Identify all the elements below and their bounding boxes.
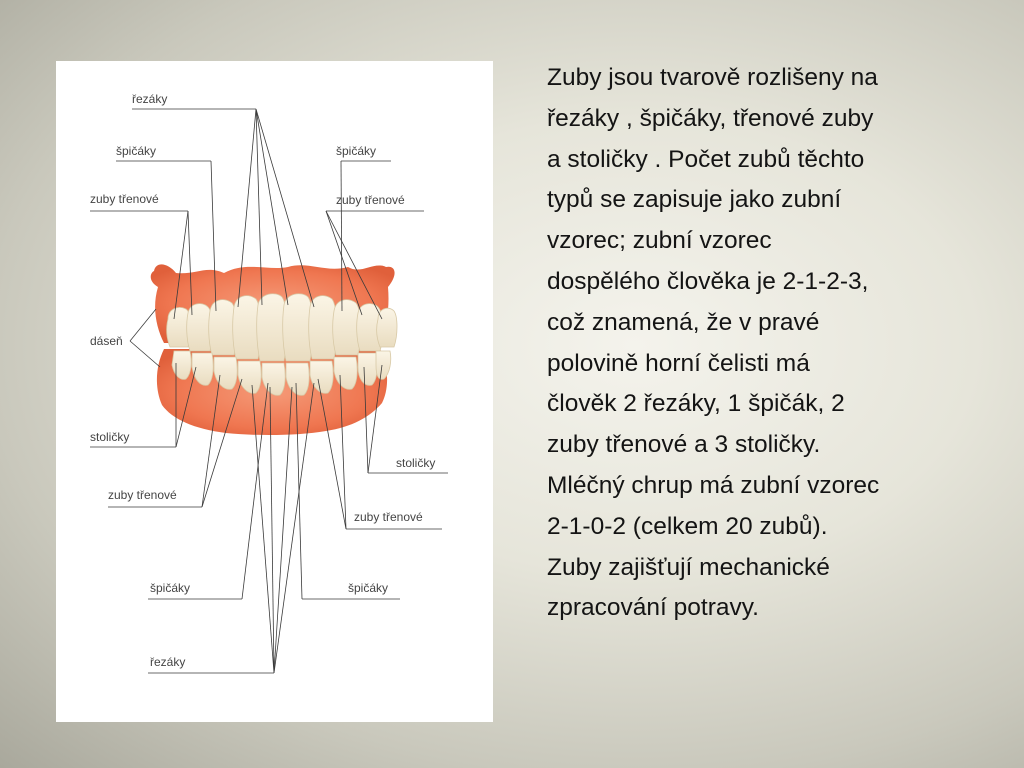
label-upper-canines-right: špičáky <box>336 144 377 158</box>
body-text-line: Zuby zajišťují mechanické <box>547 553 830 581</box>
body-text-line: řezáky , špičáky, třenové zuby <box>547 104 874 132</box>
body-text-line: dospělého člověka je 2-1-2-3, <box>547 267 869 295</box>
teeth-diagram <box>56 61 493 722</box>
body-text-line: 2-1-0-2 (celkem 20 zubů). <box>547 512 828 540</box>
label-upper-canines-left: špičáky <box>116 144 157 158</box>
label-lower-incisors: řezáky <box>150 655 186 669</box>
label-lower-canines-left: špičáky <box>150 581 191 595</box>
body-text-line: člověk 2 řezáky, 1 špičák, 2 <box>547 390 845 418</box>
label-upper-incisors: řezáky <box>132 92 168 106</box>
label-upper-premolars-right: zuby třenové <box>336 193 405 207</box>
body-text-line: zpracování potravy. <box>547 594 759 622</box>
label-lower-molars-left: stoličky <box>90 430 130 444</box>
body-text-line: zuby třenové a 3 stoličky. <box>547 431 821 459</box>
teeth-diagram-panel <box>56 61 493 722</box>
label-lower-molars-right: stoličky <box>396 456 436 470</box>
body-text-line: polovině horní čelisti má <box>547 349 810 377</box>
label-lower-premolars-left: zuby třenové <box>108 488 177 502</box>
label-lower-premolars-right: zuby třenové <box>354 510 423 524</box>
label-lower-canines-right: špičáky <box>348 581 389 595</box>
body-text-line: typů se zapisuje jako zubní <box>547 186 842 214</box>
label-upper-premolars-left: zuby třenové <box>90 192 159 206</box>
body-text-line: Zuby jsou tvarově rozlišeny na <box>547 64 878 91</box>
body-text-line: a stoličky . Počet zubů těchto <box>547 145 865 173</box>
label-gums: dáseň <box>90 334 123 348</box>
body-text-line: Mléčný chrup má zubní vzorec <box>547 471 880 499</box>
body-text <box>547 58 987 629</box>
body-text-line: což znamená, že v pravé <box>547 308 820 336</box>
body-text-line: vzorec; zubní vzorec <box>547 227 772 255</box>
